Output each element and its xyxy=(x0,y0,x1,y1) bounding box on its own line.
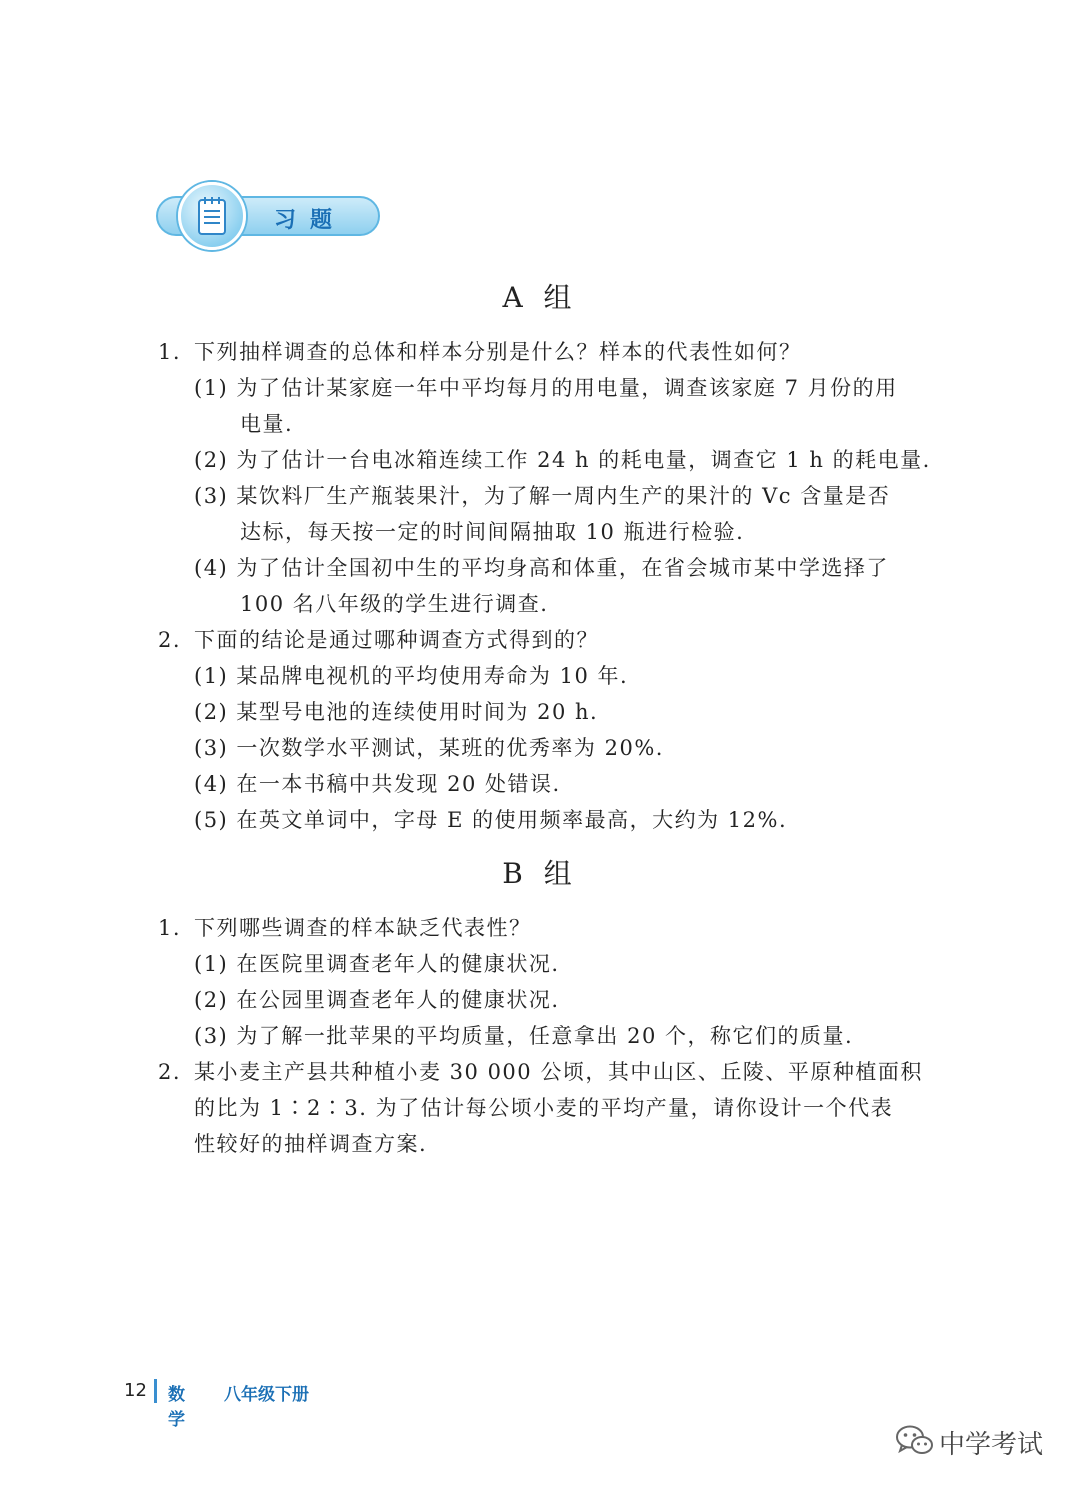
group-a-q1-item-2: (2) 为了估计一台电冰箱连续工作 24 h 的耗电量，调查它 1 h 的耗电量. xyxy=(194,448,931,472)
question-text: 下列抽样调查的总体和样本分别是什么？样本的代表性如何？ xyxy=(194,340,802,364)
group-a-q2-item-1: (1) 某品牌电视机的平均使用寿命为 10 年. xyxy=(194,664,629,688)
badge-circle xyxy=(178,182,246,250)
question-number: 2. xyxy=(158,628,182,652)
group-b-q1-item-3: (3) 为了解一批苹果的平均质量，任意拿出 20 个，称它们的质量. xyxy=(194,1024,854,1048)
badge-label: 习题 xyxy=(274,208,347,233)
footer-subject: 数学 xyxy=(168,1385,185,1430)
question-text: 下面的结论是通过哪种调查方式得到的？ xyxy=(194,628,599,652)
group-b-q2 xyxy=(158,1056,923,1086)
group-a-q1-item-4-cont: 100 名八年级的学生进行调查. xyxy=(240,592,549,616)
question-text: 某小麦主产县共种植小麦 30 000 公顷，其中山区、丘陵、平原种植面积 xyxy=(194,1060,923,1084)
question-text: 下列哪些调查的样本缺乏代表性？ xyxy=(194,916,532,940)
group-b-q1-item-1: (1) 在医院里调查老年人的健康状况. xyxy=(194,952,560,976)
group-a-title: A 组 xyxy=(502,281,578,314)
group-b-q1 xyxy=(158,912,532,942)
group-b-title: B 组 xyxy=(502,857,578,890)
question-number: 2. xyxy=(158,1060,182,1084)
group-a-q1-item-1: (1) 为了估计某家庭一年中平均每月的用电量，调查该家庭 7 月份的用 xyxy=(194,376,898,400)
group-a-q2-item-4: (4) 在一本书稿中共发现 20 处错误. xyxy=(194,772,561,796)
group-a-q2-item-2: (2) 某型号电池的连续使用时间为 20 h. xyxy=(194,700,599,724)
group-a-q1 xyxy=(158,336,802,366)
wechat-icon xyxy=(895,1424,935,1458)
group-b-q1-item-2: (2) 在公园里调查老年人的健康状况. xyxy=(194,988,560,1012)
group-a-q1-item-1-cont: 电量. xyxy=(240,412,294,436)
group-b-q2-line-3: 性较好的抽样调查方案. xyxy=(194,1132,428,1156)
watermark-text: 中学考试 xyxy=(939,1430,1044,1460)
group-a-q2 xyxy=(158,624,599,654)
group-a-q1-item-3: (3) 某饮料厂生产瓶装果汁，为了解一周内生产的果汁的 Vc 含量是否 xyxy=(194,484,891,508)
exercise-badge xyxy=(156,182,382,254)
notepad-icon xyxy=(196,195,228,237)
footer-divider xyxy=(154,1379,157,1403)
group-a-q1-item-4: (4) 为了估计全国初中生的平均身高和体重，在省会城市某中学选择了 xyxy=(194,556,889,580)
question-number: 1. xyxy=(158,340,182,364)
group-a-q2-item-5: (5) 在英文单词中，字母 E 的使用频率最高，大约为 12%. xyxy=(194,808,788,832)
group-a-q2-item-3: (3) 一次数学水平测试，某班的优秀率为 20%. xyxy=(194,736,664,760)
footer-grade: 八年级下册 xyxy=(224,1385,309,1405)
question-number: 1. xyxy=(158,916,182,940)
group-b-q2-line-2: 的比为 1∶2∶3. 为了估计每公顷小麦的平均产量，请你设计一个代表 xyxy=(194,1096,894,1120)
group-a-q1-item-3-cont: 达标，每天按一定的时间间隔抽取 10 瓶进行检验. xyxy=(240,520,745,544)
page-number: 12 xyxy=(124,1380,147,1401)
